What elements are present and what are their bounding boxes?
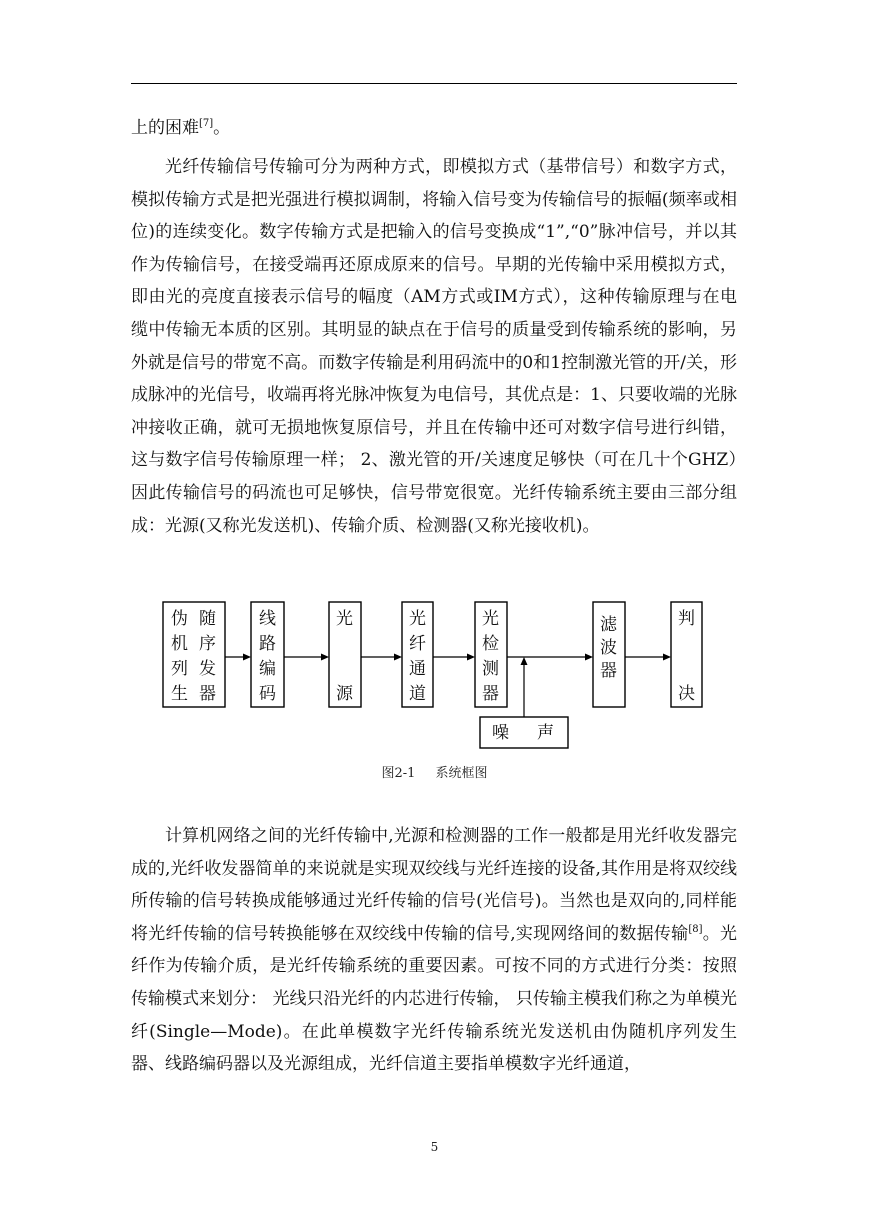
citation-7: [7] [199,118,214,129]
svg-text:源: 源 [336,684,353,704]
svg-text:伪: 伪 [171,609,188,629]
svg-text:发: 发 [199,659,216,679]
block-light-source [329,602,361,707]
svg-text:波: 波 [600,638,617,658]
svg-text:光: 光 [409,609,426,629]
svg-text:编: 编 [259,659,276,679]
svg-text:道: 道 [409,684,426,704]
block-noise [480,717,568,748]
paragraph-2: 光纤传输信号传输可分为两种方式，即模拟方式（基带信号）和数字方式，模拟传输方式是把光强进行模拟调制，将输入信号变为传输信号的振幅(频率或相位)的连续变化。数字传输方式是把输入的信号变换成“1”,“0”脉冲信号，并以其作为传输信号，在接受端再还原成原来的信号。早期的光传输中采用模拟方式，即由光的亮度直接表示信号的幅度（AM方式或IM方式），这种传输原理与在电缆中传输无本质的区别。其明显的缺点在于信号的质量受到传输系统的影响，另外就是信号的带宽不高。而数字传输是利用码流中的0和1控制激光管的开/关，形成脉冲的光信号，收端再将光脉冲恢复为电信号，其优点是：1、只要收端的光脉冲接收正确，就可无损地恢复原信号，并且在传输中还可对数字信号进行纠错，这与数字信号传输原理一样； 2、激光管的开/关速度足够快（可在几十个GHZ）因此传输信号的码流也可足够快，信号带宽很宽。光纤传输系统主要由三部分组成：光源(又称光发送机)、传输介质、检测器(又称光接收机)。 [131,157,737,536]
svg-text:纤: 纤 [409,634,426,654]
svg-text:路: 路 [259,634,276,654]
svg-text:决: 决 [678,684,695,704]
svg-text:判: 判 [678,609,695,629]
svg-text:码: 码 [259,684,276,704]
block-decision [671,602,702,707]
svg-text:通: 通 [409,659,426,679]
paragraph-1: 上的困难[7]。 [131,118,231,138]
svg-text:随: 随 [199,609,216,629]
paragraph-3: 计算机网络之间的光纤传输中,光源和检测器的工作一般都是用光纤收发器完成的,光纤收发器简单的来说就是实现双绞线与光纤连接的设备,其作用是将双绞线所传输的信号转换成能够通过光纤传输的信号(光信号)。当然也是双向的,同样能将光纤传输的信号转换能够在双绞线中传输的信号,实现网络间的数据传输[8]。光纤作为传输介质，是光纤传输系统的重要因素。可按不同的方式进行分类：按照传输模式来划分： 光线只沿光纤的内芯进行传输， 只传输主模我们称之为单模光纤(Single—Mode)。在此单模数字光纤传输系统光发送机由伪随机序列发生器、线路编码器以及光源组成，光纤信道主要指单模数字光纤通道， [131,826,737,1075]
block-photodetector [475,602,507,707]
svg-text:列: 列 [171,659,188,679]
svg-text:机: 机 [171,634,188,654]
svg-text:声: 声 [537,723,554,743]
figure-caption [0,762,869,781]
svg-text:生: 生 [171,684,188,704]
block-line-coding [251,602,284,707]
block-filter [593,602,625,707]
system-block-diagram [155,595,715,755]
block-prbs-generator [163,602,225,707]
svg-text:检: 检 [482,634,499,654]
svg-text:光: 光 [336,609,353,629]
block-fiber-channel [402,602,433,707]
figure-title: 系统框图 [435,766,488,781]
svg-text:器: 器 [482,684,499,704]
svg-text:噪: 噪 [492,723,509,743]
figure-number: 图2-1 [381,766,416,781]
svg-text:滤: 滤 [600,615,617,635]
svg-text:器: 器 [600,661,617,681]
svg-text:线: 线 [259,609,276,629]
svg-text:测: 测 [482,659,499,679]
svg-text:器: 器 [199,684,216,704]
header-rule [131,83,737,84]
page-number: 5 [430,1140,439,1154]
svg-text:序: 序 [199,634,216,654]
svg-text:光: 光 [482,609,499,629]
citation-8: [8] [688,923,703,935]
